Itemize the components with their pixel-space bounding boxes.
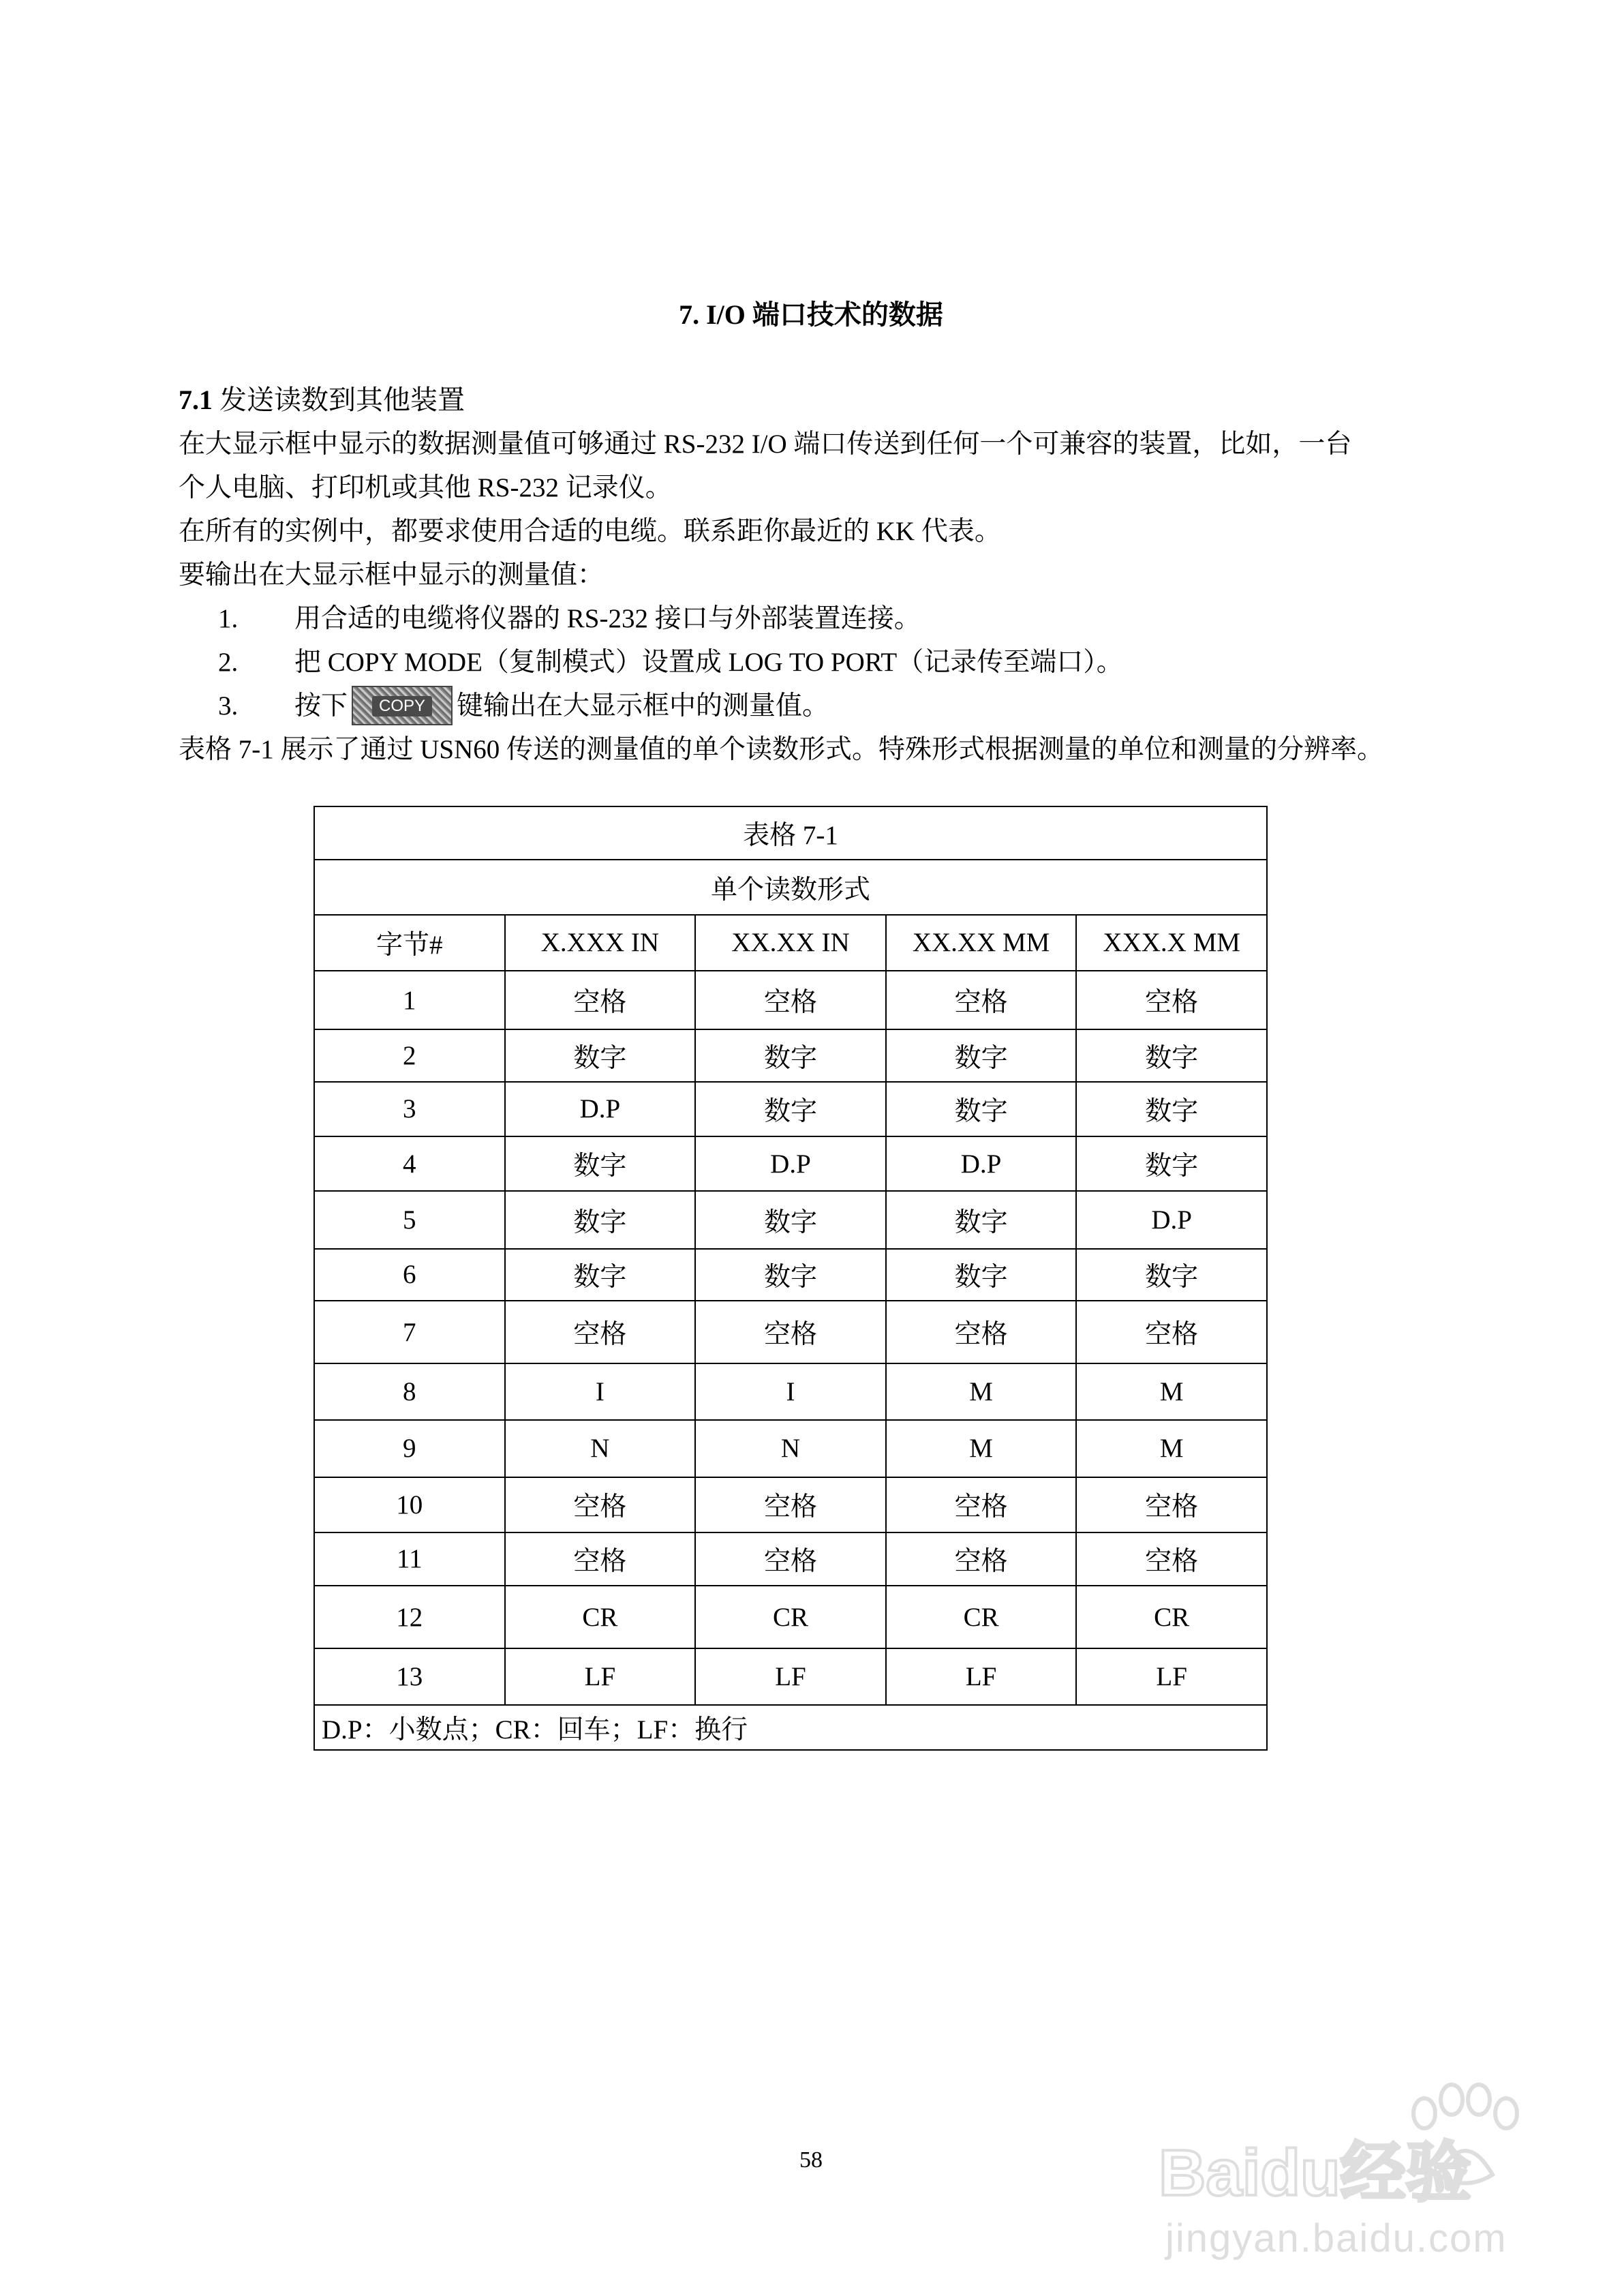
header-cell: X.XXX IN xyxy=(505,915,696,971)
baidu-watermark xyxy=(1152,2072,1588,2263)
table-cell: 数字 xyxy=(886,1249,1077,1301)
reading-format-table xyxy=(313,806,1268,1751)
table-cell: N xyxy=(695,1420,886,1477)
header-cell: XXX.X MM xyxy=(1076,915,1267,971)
table-cell: 9 xyxy=(314,1420,505,1477)
table-cell: 13 xyxy=(314,1648,505,1704)
table-cell: 3 xyxy=(314,1082,505,1136)
table-row xyxy=(314,1082,1267,1136)
table-cell: M xyxy=(886,1420,1077,1477)
table-cell: 数字 xyxy=(1076,1136,1267,1191)
table-header-row xyxy=(314,915,1267,971)
table-cell: 空格 xyxy=(886,971,1077,1029)
table-cell: M xyxy=(1076,1363,1267,1419)
header-cell: XX.XX IN xyxy=(695,915,886,971)
header-cell: 字节# xyxy=(314,915,505,971)
table-subtitle-row xyxy=(314,860,1267,914)
table-cell: LF xyxy=(695,1648,886,1704)
paragraph-1-continued: 个人电脑、打印机或其他 RS-232 记录仪。 xyxy=(179,473,672,502)
table-row xyxy=(314,1363,1267,1419)
table-cell: LF xyxy=(886,1648,1077,1704)
step-number: 2. xyxy=(218,648,239,677)
table-row xyxy=(314,1586,1267,1648)
table-cell: 数字 xyxy=(886,1082,1077,1136)
table-row xyxy=(314,1249,1267,1301)
table-cell: 数字 xyxy=(505,1249,696,1301)
table-cell: CR xyxy=(505,1586,696,1648)
step-text: 把 COPY MODE（复制模式）设置成 LOG TO PORT（记录传至端口）。 xyxy=(294,648,1123,677)
table-caption-row xyxy=(314,806,1267,860)
table-cell: 数字 xyxy=(695,1249,886,1301)
table-cell: 数字 xyxy=(1076,1029,1267,1081)
table-subtitle: 单个读数形式 xyxy=(314,860,1267,914)
table-cell: 空格 xyxy=(695,971,886,1029)
table-cell: 数字 xyxy=(1076,1082,1267,1136)
table-row xyxy=(314,1029,1267,1081)
table-cell: N xyxy=(505,1420,696,1477)
table-cell: 2 xyxy=(314,1029,505,1081)
watermark-logo-text: Baidu经验 xyxy=(1159,2136,1471,2209)
table-cell: 5 xyxy=(314,1191,505,1248)
step-text: 用合适的电缆将仪器的 RS-232 接口与外部装置连接。 xyxy=(294,604,921,633)
table-cell: 空格 xyxy=(505,1532,696,1586)
table-cell: CR xyxy=(1076,1586,1267,1648)
header-cell: XX.XX MM xyxy=(886,915,1077,971)
table-cell: 1 xyxy=(314,971,505,1029)
section-number: 7.1 xyxy=(179,384,213,415)
table-cell: 空格 xyxy=(505,1301,696,1363)
copy-key-label: COPY xyxy=(372,696,432,716)
table-cell: 空格 xyxy=(505,1477,696,1532)
table-cell: 空格 xyxy=(1076,1532,1267,1586)
table-cell: CR xyxy=(886,1586,1077,1648)
page-number: 58 xyxy=(799,2147,823,2173)
table-cell: I xyxy=(505,1363,696,1419)
table-cell: LF xyxy=(1076,1648,1267,1704)
table-cell: 空格 xyxy=(886,1301,1077,1363)
table-cell: 4 xyxy=(314,1136,505,1191)
table-row xyxy=(314,1136,1267,1191)
table-note: D.P：小数点；CR：回车；LF：换行 xyxy=(314,1705,1267,1750)
table-row xyxy=(314,1477,1267,1532)
table-intro-paragraph: 表格 7-1 展示了通过 USN60 传送的测量值的单个读数形式。特殊形式根据测量的单位和测量的分辨率。 xyxy=(179,735,1384,764)
table-cell: 12 xyxy=(314,1586,505,1648)
table-cell: 空格 xyxy=(695,1532,886,1586)
table-cell: 数字 xyxy=(886,1029,1077,1081)
table-cell: 数字 xyxy=(695,1029,886,1081)
table-cell: 8 xyxy=(314,1363,505,1419)
table-row xyxy=(314,1301,1267,1363)
paragraph-2: 在所有的实例中，都要求使用合适的电缆。联系距你最近的 KK 代表。 xyxy=(179,517,1001,546)
section-heading xyxy=(179,378,465,417)
step-3 xyxy=(218,684,829,728)
table-cell: D.P xyxy=(1076,1191,1267,1248)
table-cell: 空格 xyxy=(886,1477,1077,1532)
table-cell: CR xyxy=(695,1586,886,1648)
step-number: 1. xyxy=(218,604,239,633)
baidu-paw-logo-icon xyxy=(1152,2072,1588,2216)
table-caption: 表格 7-1 xyxy=(314,806,1267,860)
table-cell: 7 xyxy=(314,1301,505,1363)
section-heading-text: 发送读数到其他装置 xyxy=(219,384,465,415)
table-cell: 数字 xyxy=(886,1191,1077,1248)
table-cell: M xyxy=(1076,1420,1267,1477)
paragraph-1: 在大显示框中显示的数据测量值可够通过 RS-232 I/O 端口传送到任何一个可兼容的装置，比如，一台 xyxy=(179,429,1352,459)
table-cell: 6 xyxy=(314,1249,505,1301)
table-cell: 10 xyxy=(314,1477,505,1532)
chapter-title: 7. I/O 端口技术的数据 xyxy=(679,299,943,330)
table-cell: 数字 xyxy=(505,1136,696,1191)
table-cell: 空格 xyxy=(1076,971,1267,1029)
copy-key-icon xyxy=(352,686,453,725)
table-cell: D.P xyxy=(695,1136,886,1191)
step-text: 键输出在大显示框中的测量值。 xyxy=(457,691,829,721)
step-number: 3. xyxy=(218,691,239,721)
table-cell: 空格 xyxy=(1076,1301,1267,1363)
table-cell: 空格 xyxy=(886,1532,1077,1586)
table-cell: 数字 xyxy=(1076,1249,1267,1301)
step-1 xyxy=(218,597,921,635)
table-cell: 空格 xyxy=(695,1301,886,1363)
table-row xyxy=(314,971,1267,1029)
table-cell: 空格 xyxy=(1076,1477,1267,1532)
paragraph-3: 要输出在大显示框中显示的测量值： xyxy=(179,560,605,590)
table-row xyxy=(314,1191,1267,1248)
table-note-row xyxy=(314,1705,1267,1750)
table-cell: LF xyxy=(505,1648,696,1704)
table-cell: D.P xyxy=(886,1136,1077,1191)
table-row xyxy=(314,1532,1267,1586)
table-cell: M xyxy=(886,1363,1077,1419)
watermark-url: jingyan.baidu.com xyxy=(1165,2216,1508,2261)
table-cell: 11 xyxy=(314,1532,505,1586)
table-cell: 数字 xyxy=(695,1191,886,1248)
table-cell: 空格 xyxy=(505,971,696,1029)
step-text: 按下 xyxy=(294,691,348,721)
step-2 xyxy=(218,641,1123,679)
table-cell: 空格 xyxy=(695,1477,886,1532)
table-cell: 数字 xyxy=(505,1191,696,1248)
table-cell: 数字 xyxy=(505,1029,696,1081)
table-cell: 数字 xyxy=(695,1082,886,1136)
table-row xyxy=(314,1420,1267,1477)
table-cell: D.P xyxy=(505,1082,696,1136)
table-cell: I xyxy=(695,1363,886,1419)
table-row xyxy=(314,1648,1267,1704)
